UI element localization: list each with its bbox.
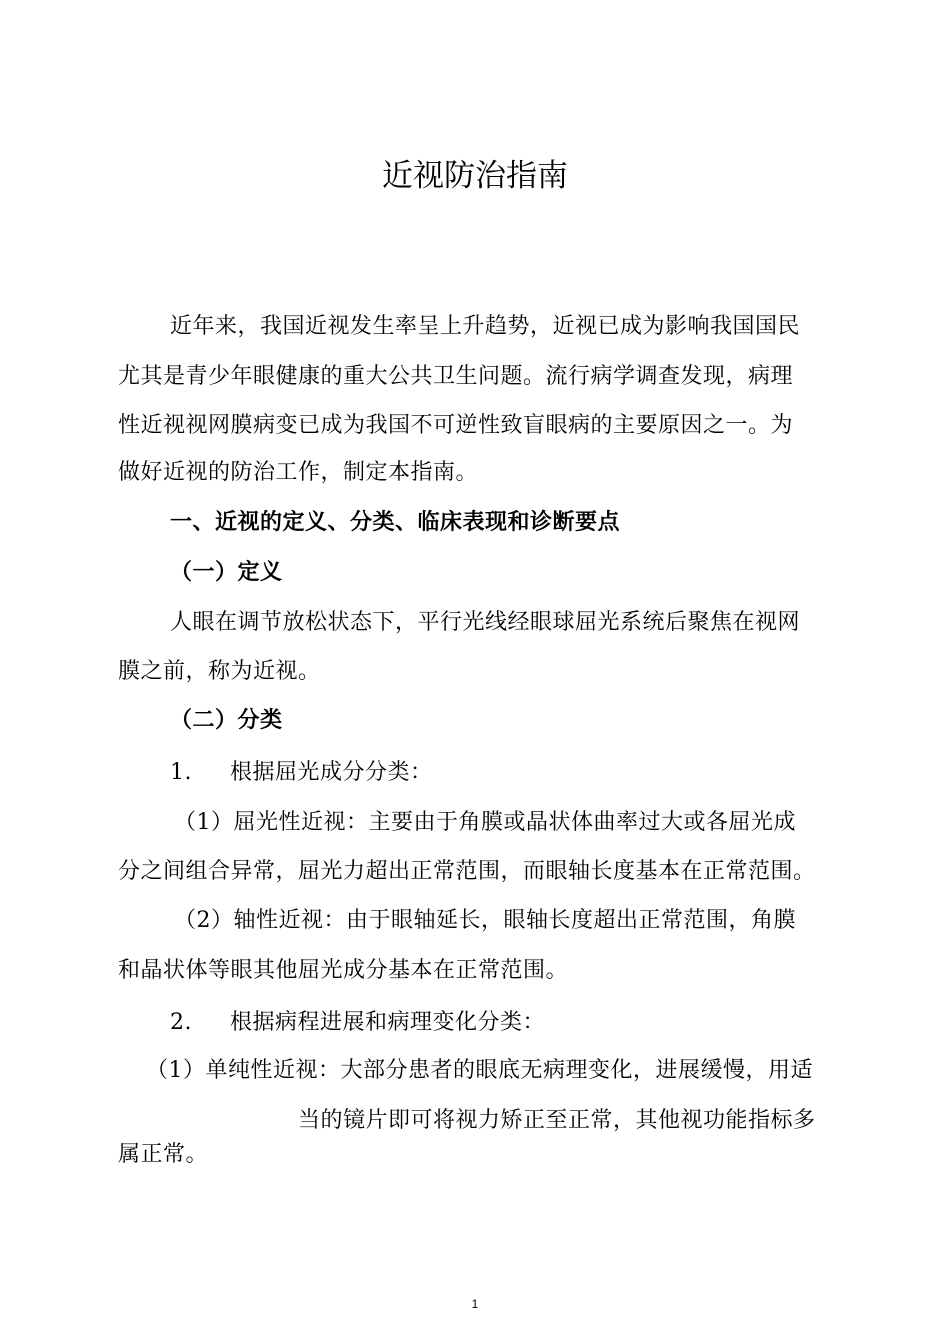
simple-myopia-line-2: 当的镜片即可将视力矫正至正常，其他视功能指标多 [298, 1108, 816, 1133]
item-text: 根据病程进展和病理变化分类： [230, 1010, 546, 1035]
intro-line-4: 做好近视的防治工作，制定本指南。 [118, 460, 479, 485]
axial-myopia-line-1: （2）轴性近视：由于眼轴延长，眼轴长度超出正常范围，角膜 [174, 908, 796, 933]
simple-myopia-line-3: 属正常。 [118, 1142, 209, 1167]
intro-line-2: 尤其是青少年眼健康的重大公共卫生问题。流行病学调查发现，病理 [118, 364, 794, 389]
definition-line-1: 人眼在调节放松状态下，平行光线经眼球屈光系统后聚焦在视网 [170, 610, 801, 635]
intro-line-1: 近年来，我国近视发生率呈上升趋势，近视已成为影响我国国民 [170, 314, 801, 339]
refractive-myopia-line-2: 分之间组合异常，屈光力超出正常范围，而眼轴长度基本在正常范围。 [118, 859, 816, 884]
classification-heading: （二）分类 [170, 708, 283, 733]
classification-item-2 [170, 1008, 545, 1038]
item-number: 1. [170, 760, 192, 785]
item-number: 2. [170, 1010, 192, 1035]
definition-line-2: 膜之前，称为近视。 [118, 659, 321, 684]
section-heading: 一、近视的定义、分类、临床表现和诊断要点 [170, 510, 621, 535]
classification-item-1 [170, 758, 433, 788]
axial-myopia-line-2: 和晶状体等眼其他屈光成分基本在正常范围。 [118, 958, 569, 983]
simple-myopia-line-1: （1）单纯性近视：大部分患者的眼底无病理变化，进展缓慢，用适 [146, 1058, 813, 1083]
item-text: 根据屈光成分分类： [230, 760, 433, 785]
page-number: 1 [471, 1297, 479, 1311]
page-title: 近视防治指南 [382, 158, 568, 194]
intro-line-3: 性近视视网膜病变已成为我国不可逆性致盲眼病的主要原因之一。为 [118, 413, 794, 438]
refractive-myopia-line-1: （1）屈光性近视：主要由于角膜或晶状体曲率过大或各屈光成 [174, 810, 796, 835]
definition-heading: （一）定义 [170, 560, 283, 585]
